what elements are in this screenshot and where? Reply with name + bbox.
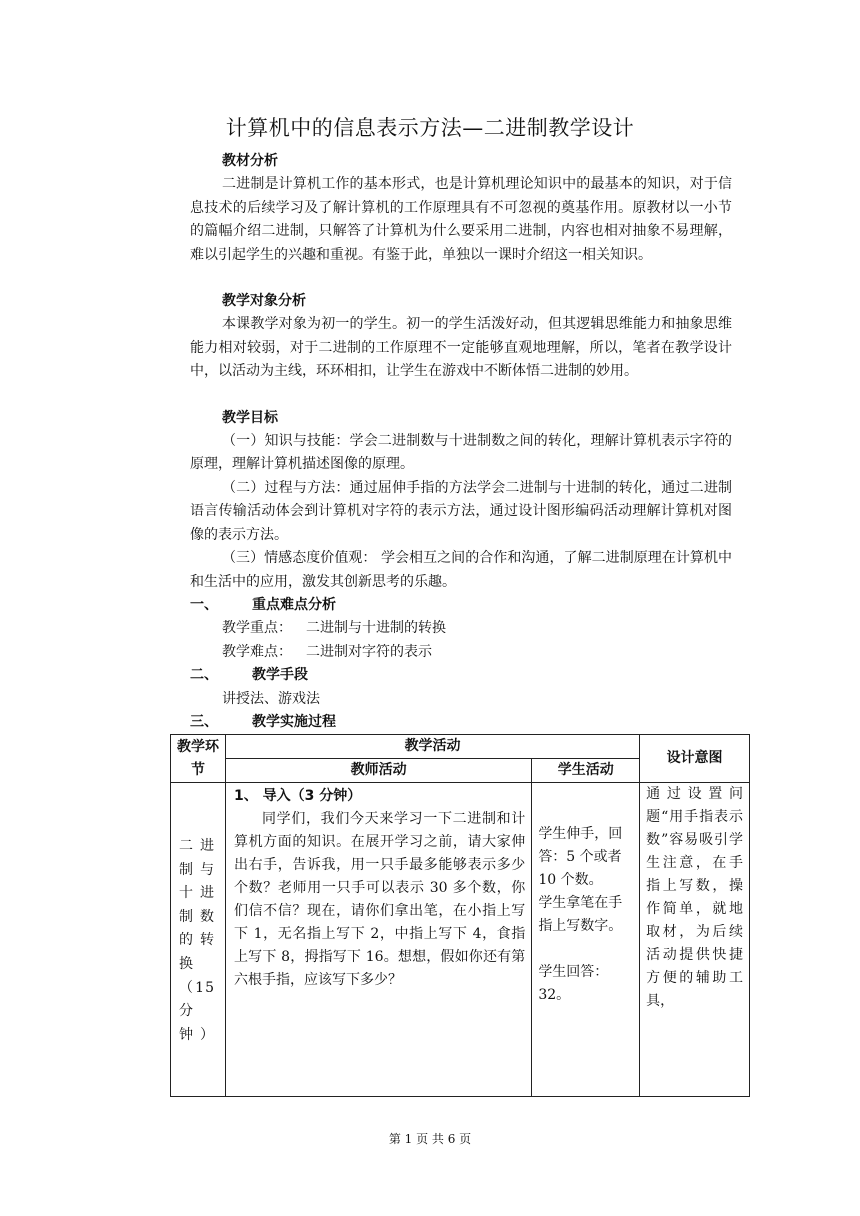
key-focus-label: 教学重点：	[222, 620, 292, 637]
lesson-process-table	[170, 734, 750, 1097]
section-heading-audience: 教学对象分析	[222, 293, 306, 310]
key-focus-value: 二进制与十进制的转换	[306, 620, 446, 637]
objective-item: （三）情感态度价值观： 学会相互之间的合作和沟通，了解二进制原理在计算机中和生活中的应用，激发其创新思考的乐趣。	[190, 550, 732, 590]
section-number: 二、	[190, 667, 218, 684]
key-difficulty-label: 教学难点：	[222, 643, 292, 660]
header-teacher: 教师活动	[225, 759, 531, 783]
methods-text: 讲授法、游戏法	[222, 690, 320, 707]
section-heading-keypoints	[190, 594, 732, 617]
key-focus-line	[190, 617, 732, 640]
section-heading-objectives: 教学目标	[222, 409, 278, 426]
section-heading-methods	[190, 664, 732, 687]
key-difficulty-line	[190, 641, 732, 664]
document-body	[190, 150, 732, 734]
objective-item: （一）知识与技能：学会二进制数与十进制数之间的转化，理解计算机表示字符的原理，理解计算机描述图像的原理。	[190, 433, 732, 473]
section-title: 教学手段	[252, 667, 308, 684]
section-heading-material: 教材分析	[222, 153, 278, 169]
student-activity-text: 学生拿笔在手指上写数字。	[538, 895, 623, 934]
design-intent-cell: 通过设置问题“用手指表示数”容易吸引学生注意，在手指上写数，操作简单，就地取材，为后续活动提供快捷方便的辅助工具，	[640, 783, 750, 1097]
section-number: 一、	[190, 596, 218, 613]
audience-paragraph: 本课教学对象为初一的学生。初一的学生活泼好动，但其逻辑思维能力和抽象思维能力相对较弱，对于二进制的工作原理不一定能够直观地理解，所以，笔者在教学设计中，以活动为主线，环环相扣，让学生在游戏中不断体悟二进制的妙用。	[190, 316, 732, 380]
teacher-activity-cell	[225, 783, 531, 1097]
page-footer: 第 1 页 共 6 页	[388, 1132, 472, 1146]
key-difficulty-value: 二进制对字符的表示	[306, 643, 432, 660]
section-number: 三、	[190, 713, 218, 730]
teacher-activity-text: 同学们，我们今天来学习一下二进制和计算机方面的知识。在展开学习之前，请大家伸出右手，告诉我，用一只手最多能够表示多少个数？老师用一只手可以表示 30 多个数，你们信不信？现在，请你们拿出笔，在小指上写下 1，无名指上写下 2，中指上写下 4，食指上写下 8，拇指写下 16。想想，假如你还有第六根手指，应该写下多少？	[233, 811, 526, 988]
header-stage: 教学环节	[171, 735, 226, 783]
section-heading-process	[190, 711, 732, 734]
student-activity-text: 学生伸手，回答：5 个或者 10 个数。	[538, 826, 623, 888]
activity-subheading: 1、 导入（3 分钟）	[233, 788, 362, 804]
student-activity-text: 学生回答：32。	[538, 964, 609, 1003]
header-student: 学生活动	[532, 759, 640, 783]
header-intent: 设计意图	[640, 735, 750, 783]
section-title: 教学实施过程	[252, 713, 336, 730]
header-activity: 教学活动	[225, 735, 639, 759]
document-title: 计算机中的信息表示方法—二进制教学设计	[225, 116, 635, 140]
stage-cell: 二进制与十进制数的转换（15分钟）	[171, 783, 226, 1097]
student-activity-cell	[532, 783, 640, 1097]
section-title: 重点难点分析	[252, 596, 336, 613]
objective-item: （二）过程与方法：通过屈伸手指的方法学会二进制与十进制的转化，通过二进制语言传输活动体会到计算机对字符的表示方法，通过设计图形编码活动理解计算机对图像的表示方法。	[190, 479, 732, 543]
material-paragraph: 二进制是计算机工作的基本形式，也是计算机理论知识中的最基本的知识，对于信息技术的后续学习及了解计算机的工作原理具有不可忽视的奠基作用。原教材以一小节的篇幅介绍二进制，只解答了计算机为什么要采用二进制，内容也相对抽象不易理解，难以引起学生的兴趣和重视。有鉴于此，单独以一课时介绍这一相关知识。	[190, 176, 732, 263]
